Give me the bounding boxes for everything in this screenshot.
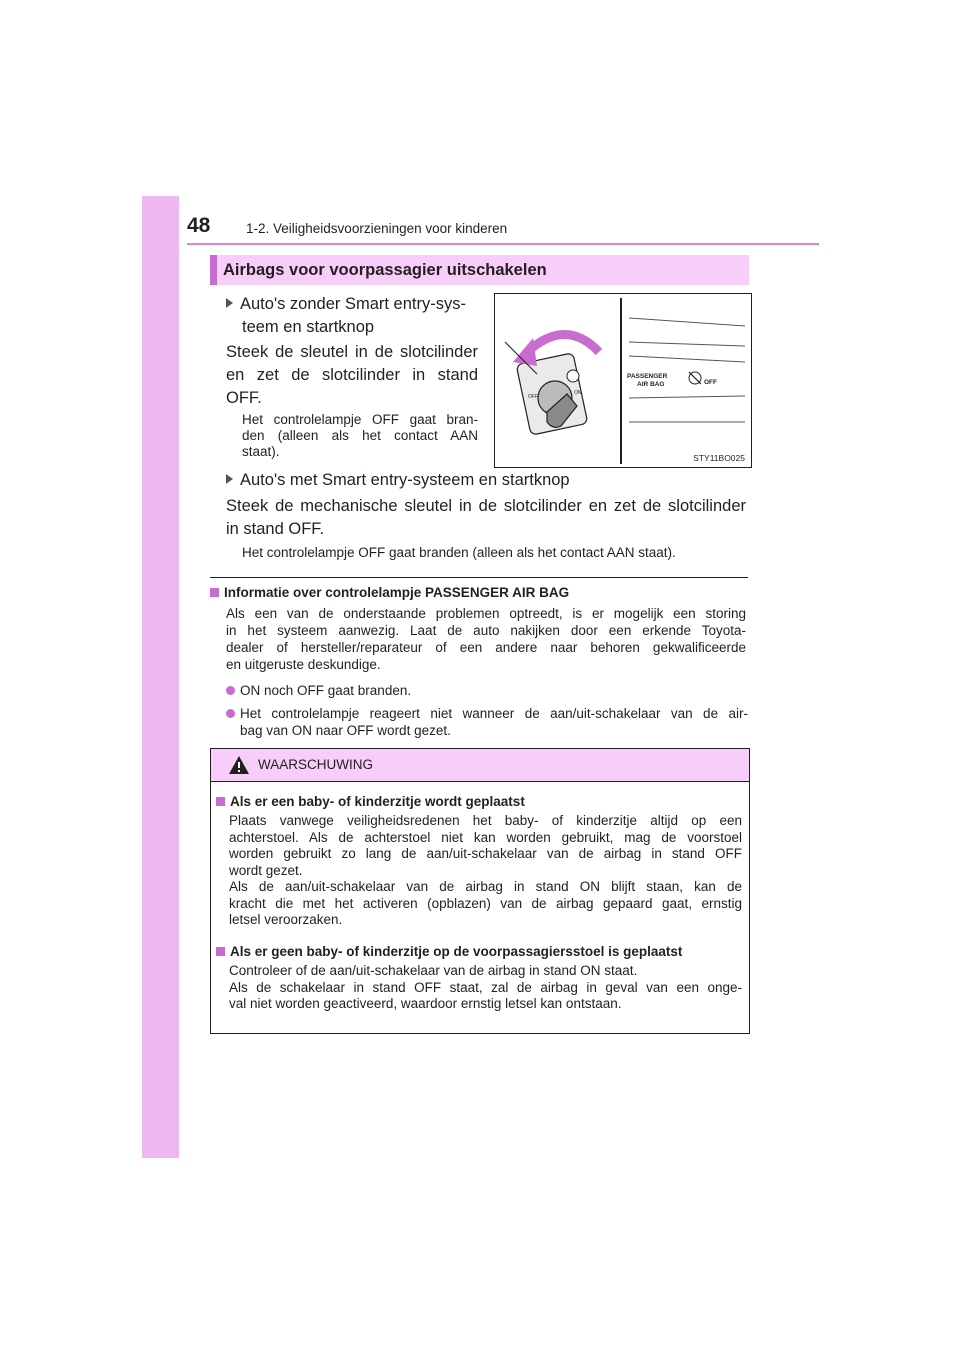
square-bullet-icon [216,947,225,956]
info-para-l3: dealer of hersteller/reparateur of een andere naar behoren gekwalificeerde [226,640,746,655]
item1-instruction-l2: en zet de slotcilinder in stand [226,366,478,384]
page-number: 48 [187,214,211,237]
warning-sub1-l2: achterstoel. Als de achterstoel niet kan worden gebruikt, mag de voorstoel [229,829,742,845]
svg-text:OFF: OFF [704,379,717,386]
airbag-switch-figure [494,293,752,468]
warning-sub1-l7: letsel veroorzaken. [229,912,343,927]
item2-note: Het controlelampje OFF gaat branden (alleen als het contact AAN staat). [242,545,676,560]
key-cylinder-illustration [495,294,751,467]
svg-text:ON: ON [574,390,582,396]
triangle-bullet-icon [226,474,233,484]
circle-bullet-icon [226,709,235,718]
item1-note-l2: den (alleen als het contact AAN [242,428,478,443]
warning-sub1-l6: kracht die met het activeren (opblazen) van de airbag gepaard gaat, ernstig [229,895,742,911]
svg-text:AIR BAG: AIR BAG [637,381,665,388]
header-rule [187,243,819,245]
warning-sub2-l1: Controleer of de aan/uit-schakelaar van de airbag in stand ON staat. [229,963,638,978]
info-para-l1: Als een van de onderstaande problemen optreedt, is er mogelijk een storing [226,606,746,621]
warning-sub1-l3: worden gebruikt zo lang de aan/uit-schakelaar van de airbag in stand OFF [229,846,742,861]
svg-text:PASSENGER: PASSENGER [627,373,668,380]
running-head: 1-2. Veiligheidsvoorzieningen voor kinderen [246,221,508,236]
warning-sub2-title: Als er geen baby- of kinderzitje op de voorpassagiersstoel is geplaatst [216,944,682,959]
warning-sub1-title: Als er een baby- of kinderzitje wordt geplaatst [216,794,525,809]
item1-heading: Auto's zonder Smart entry-sys- [226,292,478,317]
item2-instruction-l1: Steek de mechanische sleutel in de slotcilinder en zet de slotcilinder [226,497,746,515]
warning-triangle-icon [228,755,250,775]
warning-label: WAARSCHUWING [258,757,373,772]
item1-instruction-l3: OFF. [226,389,262,407]
square-bullet-icon [216,797,225,806]
section-title: Airbags voor voorpassagier uitschakelen [210,255,749,285]
info-bullet-1: ON noch OFF gaat branden. [226,682,411,699]
triangle-bullet-icon [226,298,233,308]
item1-note-l3: staat). [242,444,280,459]
info-bullet-2: Het controlelampje reageert niet wanneer de aan/uit-schakelaar van de air- [226,705,748,722]
svg-text:OFF: OFF [528,394,538,400]
square-bullet-icon [210,588,219,597]
info-title: Informatie over controlelampje PASSENGER AIR BAG [210,585,569,600]
airbag-off-indicator-icon [689,372,701,384]
item1-instruction-l1: Steek de sleutel in de slotcilinder [226,343,478,361]
warning-sub1-l4: wordt gezet. [229,862,303,878]
warning-box [210,748,750,1034]
item2-heading: Auto's met Smart entry-systeem en startknop [226,468,570,493]
info-bullet-2-cont: bag van ON naar OFF wordt gezet. [240,723,451,738]
info-para-l4: en uitgeruste deskundige. [226,657,381,672]
warning-sub1-l1: Plaats vanwege veiligheidsredenen het baby- of kinderzitje altijd op een [229,813,742,828]
section-rule [210,577,748,578]
figure-code: STY11BO025 [693,453,745,463]
item1-note-l1: Het controlelampje OFF gaat bran- [242,412,478,427]
chapter-sidebar [142,196,179,1158]
circle-bullet-icon [226,686,235,695]
warning-sub1-l5: Als de aan/uit-schakelaar van de airbag in stand ON blijft staan, kan de [229,879,742,894]
warning-sub2-l2: Als de schakelaar in stand OFF staat, zal de airbag in geval van een onge- [229,979,742,995]
warning-header [211,749,749,782]
info-para-l2: in het systeem aanwezig. Laat de auto nakijken door een erkende Toyota- [226,623,746,638]
item2-instruction-l2: in stand OFF. [226,520,325,538]
item1-heading-cont: teem en startknop [242,318,375,336]
warning-sub2-l3: val niet worden geactiveerd, waardoor ernstig letsel kan ontstaan. [229,996,622,1011]
